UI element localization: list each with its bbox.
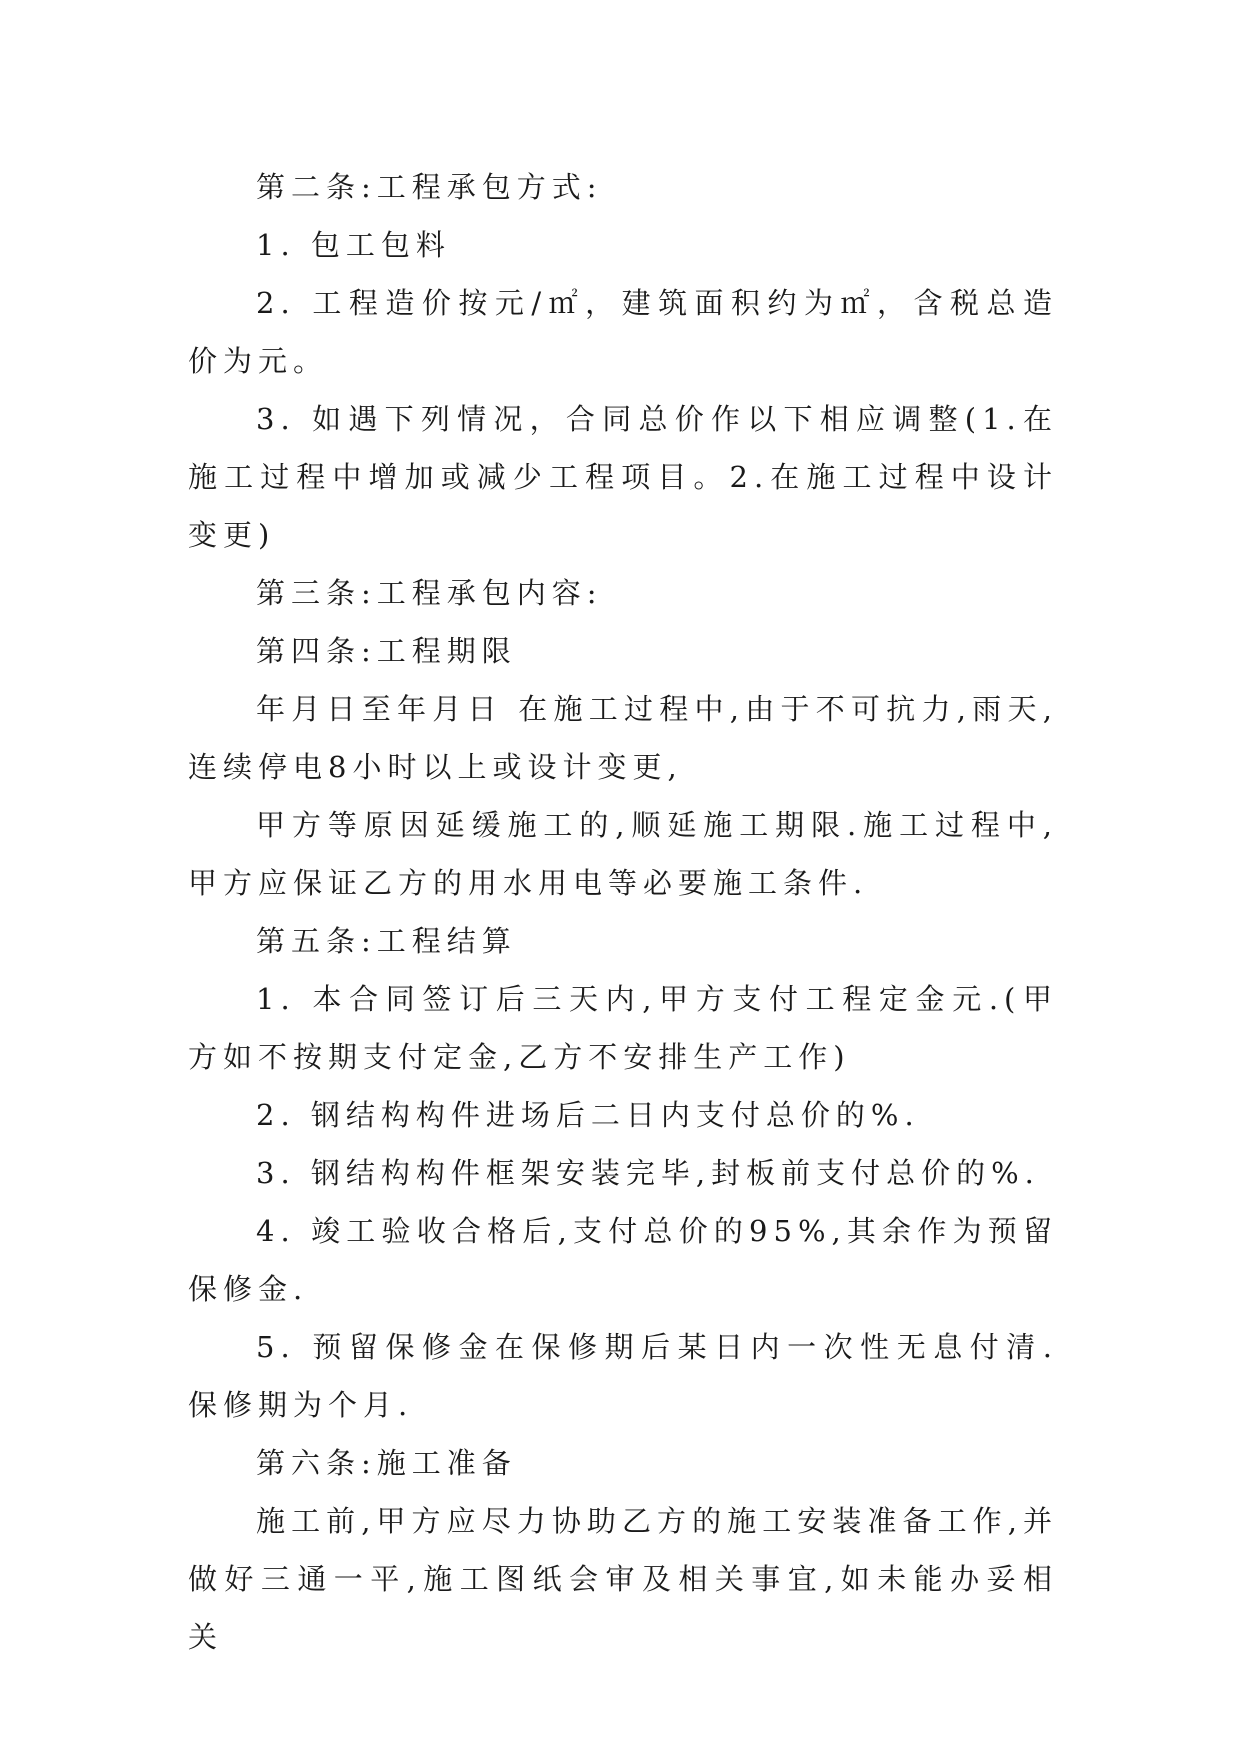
article-5-heading: 第五条:工程结算 bbox=[256, 924, 517, 958]
article-5-item-2: 2. 钢结构构件进场后二日内支付总价的%. bbox=[256, 1098, 920, 1132]
article-4-heading: 第四条:工程期限 bbox=[256, 634, 517, 668]
article-2-item-1: 1. 包工包料 bbox=[256, 228, 451, 262]
article-5-item-1: 1. 本合同签订后三天内,甲方支付工程定金元.(甲方如不按期支付定金,乙方不安排生产工作) bbox=[188, 982, 1058, 1074]
article-6-heading: 第六条:施工准备 bbox=[256, 1446, 517, 1480]
article-4-paragraph-1: 年月日至年月日 在施工过程中,由于不可抗力,雨天,连续停电8小时以上或设计变更, bbox=[188, 692, 1058, 784]
article-2-heading: 第二条:工程承包方式: bbox=[256, 170, 603, 204]
article-2-item-3: 3. 如遇下列情况，合同总价作以下相应调整(1.在施工过程中增加或减少工程项目。2.在施工过程中设计变更) bbox=[188, 402, 1058, 552]
article-2-item-2: 2. 工程造价按元/㎡，建筑面积约为㎡，含税总造价为元。 bbox=[188, 286, 1058, 378]
article-5-item-4: 4. 竣工验收合格后,支付总价的95%,其余作为预留保修金. bbox=[188, 1214, 1058, 1306]
document-page bbox=[188, 158, 1058, 1666]
article-4-paragraph-2: 甲方等原因延缓施工的,顺延施工期限.施工过程中,甲方应保证乙方的用水用电等必要施工条件. bbox=[188, 808, 1058, 900]
article-5-item-3: 3. 钢结构构件框架安装完毕,封板前支付总价的%. bbox=[256, 1156, 1040, 1190]
article-6-paragraph-1: 施工前,甲方应尽力协助乙方的施工安装准备工作,并做好三通一平,施工图纸会审及相关事宜,如未能办妥相关 bbox=[188, 1504, 1059, 1654]
article-3-heading: 第三条:工程承包内容: bbox=[256, 576, 603, 610]
article-5-item-5: 5. 预留保修金在保修期后某日内一次性无息付清.保修期为个月. bbox=[188, 1330, 1058, 1422]
